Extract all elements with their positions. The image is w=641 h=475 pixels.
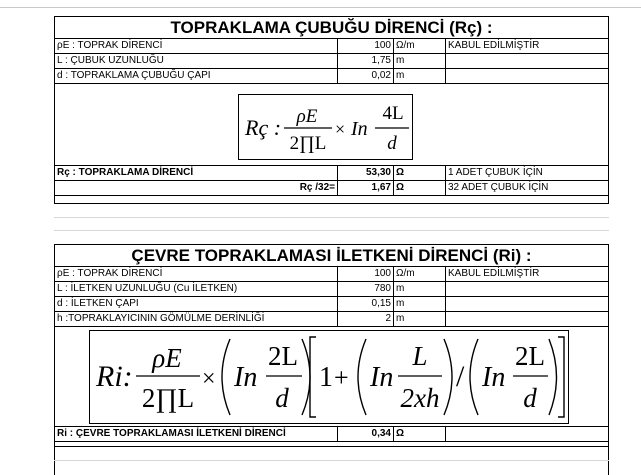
row-value: 780 xyxy=(338,282,394,296)
row-label: d : İLETKEN ÇAPI xyxy=(55,297,338,311)
table-row xyxy=(55,297,608,312)
result-unit: Ω xyxy=(394,427,446,441)
formula-one: 1 xyxy=(319,362,333,393)
row-label: ρE : TOPRAK DİRENCİ xyxy=(55,267,338,281)
row-value: 1,75 xyxy=(338,54,394,68)
formula-den2: d xyxy=(387,133,397,154)
row-unit: m xyxy=(394,312,446,326)
row-unit: m xyxy=(394,282,446,296)
top-divider xyxy=(0,0,641,8)
formula-den4: d xyxy=(523,383,537,413)
rod-resistance-section xyxy=(54,16,609,196)
row-label: d : TOPRAKLAMA ÇUBUĞU ÇAPI xyxy=(55,69,338,83)
formula-den2: d xyxy=(275,383,289,413)
formula-num1: ρE xyxy=(296,106,318,127)
row-value: 100 xyxy=(338,267,394,281)
row-divider xyxy=(54,460,609,461)
rod-resistance-formula xyxy=(238,94,413,160)
row-note xyxy=(446,297,608,311)
formula-ln: In xyxy=(351,118,368,140)
row-unit: Ω/m xyxy=(394,39,446,53)
row-value: 100 xyxy=(338,39,394,53)
formula-num1: ρE xyxy=(152,343,182,373)
formula-plus: + xyxy=(334,363,349,392)
formula-ln1: In xyxy=(234,362,258,393)
row-note xyxy=(446,54,608,68)
row-note: KABUL EDİLMİŞTİR xyxy=(448,40,540,51)
result-value: 1,67 xyxy=(338,181,394,195)
formula-den1: 2∏L xyxy=(289,133,327,154)
row-divider xyxy=(54,446,609,447)
formula-area xyxy=(55,327,608,427)
row-note: KABUL EDİLMİŞTİR xyxy=(448,268,540,279)
table-row xyxy=(55,69,608,84)
result-label: Ri : ÇEVRE TOPRAKLAMASI İLETKENİ DİRENCİ xyxy=(55,427,338,441)
formula-num3: L xyxy=(412,341,428,371)
formula-ln3: In xyxy=(482,362,506,393)
formula-ln2: In xyxy=(370,362,394,393)
row-label: h :TOPRAKLAYICININ GÖMÜLME DERİNLİĞİ xyxy=(55,312,338,326)
row-note xyxy=(446,69,608,83)
row-divider xyxy=(54,203,609,204)
row-divider xyxy=(54,230,609,231)
table-row xyxy=(55,39,608,54)
row-unit: m xyxy=(394,297,446,311)
section2-title: ÇEVRE TOPRAKLAMASI İLETKENİ DİRENCİ (Ri) : xyxy=(55,245,608,267)
formula-lhs: Rç : xyxy=(245,115,282,140)
row-unit: m xyxy=(394,69,446,83)
formula-num4: 2L xyxy=(515,341,545,371)
row-unit: m xyxy=(394,54,446,68)
row-label: L : ÇUBUK UZUNLUĞU xyxy=(55,54,338,68)
row-label: ρE : TOPRAK DİRENCİ xyxy=(55,39,338,53)
result-note: 32 ADET ÇUBUK İÇİN xyxy=(448,182,549,193)
result-value: 0,34 xyxy=(338,427,394,441)
formula-den3: 2xh xyxy=(400,383,440,413)
formula-num2: 4L xyxy=(382,103,404,124)
row-value: 0,15 xyxy=(338,297,394,311)
row-unit: Ω/m xyxy=(394,267,446,281)
formula-times: × xyxy=(335,119,346,139)
row-note xyxy=(446,312,608,326)
result-unit: Ω xyxy=(394,181,446,195)
result-row xyxy=(55,166,608,181)
row-value: 2 xyxy=(338,312,394,326)
formula-slash: / xyxy=(456,360,465,393)
result-label: Rç : TOPRAKLAMA DİRENCİ xyxy=(55,166,338,180)
formula-num2: 2L xyxy=(268,341,298,371)
row-note xyxy=(446,282,608,296)
row-value: 0,02 xyxy=(338,69,394,83)
table-row xyxy=(55,54,608,69)
result-value: 53,30 xyxy=(338,166,394,180)
row-divider xyxy=(54,217,609,218)
formula-times: × xyxy=(202,366,216,392)
conductor-resistance-section xyxy=(54,244,609,442)
result-unit: Ω xyxy=(394,166,446,180)
row-label: L : İLETKEN UZUNLUĞU (Cu İLETKEN) xyxy=(55,282,338,296)
table-row xyxy=(55,267,608,282)
table-row xyxy=(55,312,608,327)
result-label: Rç /32= xyxy=(55,181,338,195)
formula-area xyxy=(55,84,608,166)
section1-title: TOPRAKLAMA ÇUBUĞU DİRENCİ (Rç) : xyxy=(55,17,608,39)
empty-row xyxy=(54,432,609,475)
formula-lhs: Ri: xyxy=(96,360,133,393)
table-row xyxy=(55,282,608,297)
conductor-resistance-formula xyxy=(89,330,569,424)
formula-den1: 2∏L xyxy=(141,383,195,413)
result-note: 1 ADET ÇUBUK İÇİN xyxy=(448,167,543,178)
empty-row xyxy=(54,189,609,203)
